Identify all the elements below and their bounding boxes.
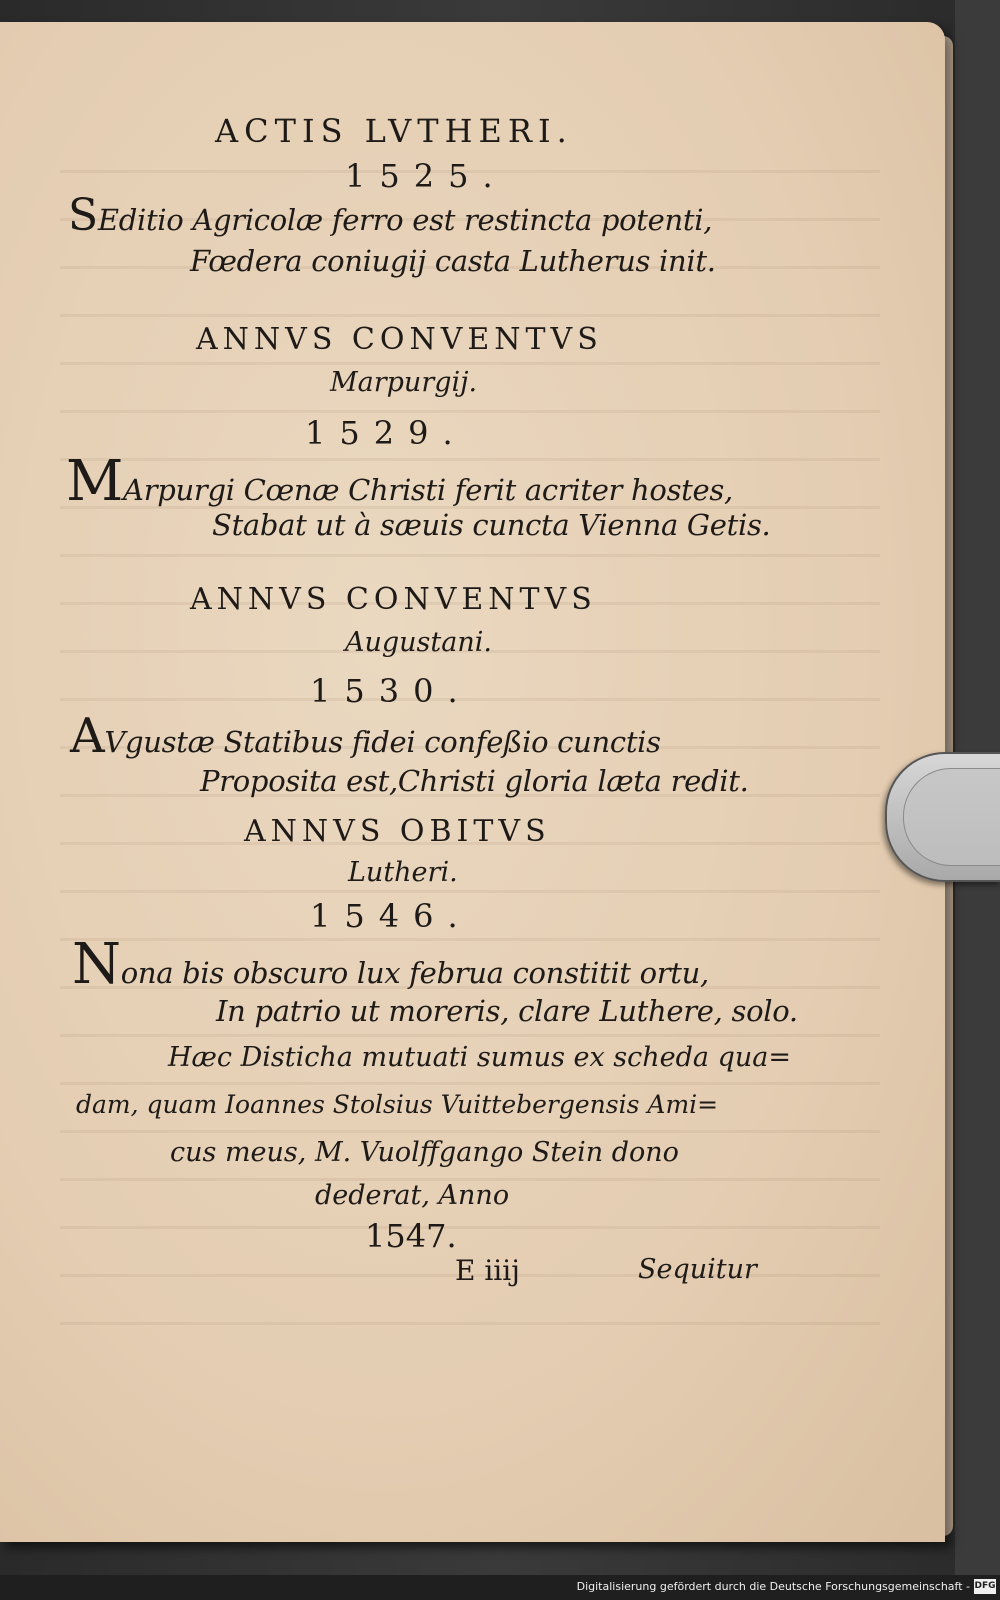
- drop-cap-m: M: [66, 449, 124, 514]
- note-line-1: Hæc Disticha mutuati sumus ex scheda qua=: [168, 1042, 792, 1073]
- year-1525: 1525.: [345, 157, 507, 195]
- verse-1530-line-1: [70, 708, 661, 764]
- verse-1529-line-1-text: Arpurgi Cœnæ Christi ferit acriter hostes,: [123, 473, 733, 507]
- subheading-marpurgij: Marpurgij.: [330, 367, 478, 398]
- year-1546: 1546.: [310, 897, 472, 935]
- year-1529: 1529.: [305, 414, 467, 452]
- subheading-lutheri: Lutheri.: [348, 857, 458, 888]
- page-clip: [885, 752, 1000, 882]
- running-header: ACTIS LVTHERI.: [215, 112, 573, 150]
- dfg-logo-icon: DFG: [974, 1579, 996, 1594]
- signature-mark: E iiij: [455, 1254, 520, 1287]
- verse-1525-line-1: [68, 190, 713, 241]
- year-1530: 1530.: [310, 672, 472, 710]
- note-line-4: dederat, Anno: [315, 1180, 510, 1211]
- verse-1546-line-2: In patrio ut moreris, clare Luthere, solo.: [216, 994, 798, 1028]
- note-line-2: dam, quam Ioannes Stolsius Vuittebergensis Ami=: [76, 1090, 719, 1119]
- subheading-augustani: Augustani.: [345, 627, 492, 658]
- heading-obitus: ANNVS OBITVS: [244, 814, 551, 849]
- note-year: 1547.: [365, 1217, 457, 1255]
- book-page: [0, 22, 945, 1542]
- heading-conventus-marpurg: ANNVS CONVENTVS: [196, 322, 603, 357]
- page-clip-inner: [903, 768, 1000, 866]
- drop-cap-n: N: [72, 932, 121, 997]
- note-line-3: cus meus, M. Vuolffgango Stein dono: [170, 1137, 679, 1168]
- verse-1546-line-1-text: ona bis obscuro lux februa constitit ortu,: [120, 956, 709, 990]
- drop-cap-a: A: [70, 708, 105, 764]
- verse-1525-line-2: Fœdera coniugij casta Lutherus init.: [190, 244, 716, 278]
- footer-credit: Digitalisierung gefördert durch die Deutsche Forschungsgemeinschaft -: [576, 1580, 970, 1593]
- heading-conventus-augustan: ANNVS CONVENTVS: [190, 582, 597, 617]
- drop-cap-s: S: [68, 190, 98, 241]
- catchword: Sequitur: [638, 1254, 757, 1285]
- verse-1546-line-1: [72, 932, 709, 997]
- verse-1529-line-1: [66, 449, 733, 514]
- verse-1525-line-1-text: Editio Agricolæ ferro est restincta potenti,: [97, 203, 713, 237]
- footer-bar: [0, 1575, 1000, 1600]
- verse-1529-line-2: Stabat ut à sæuis cuncta Vienna Getis.: [212, 508, 771, 542]
- verse-1530-line-2: Proposita est,Christi gloria læta redit.: [200, 764, 749, 798]
- verse-1530-line-1-text: Vgustæ Statibus fidei confeßio cunctis: [104, 725, 661, 759]
